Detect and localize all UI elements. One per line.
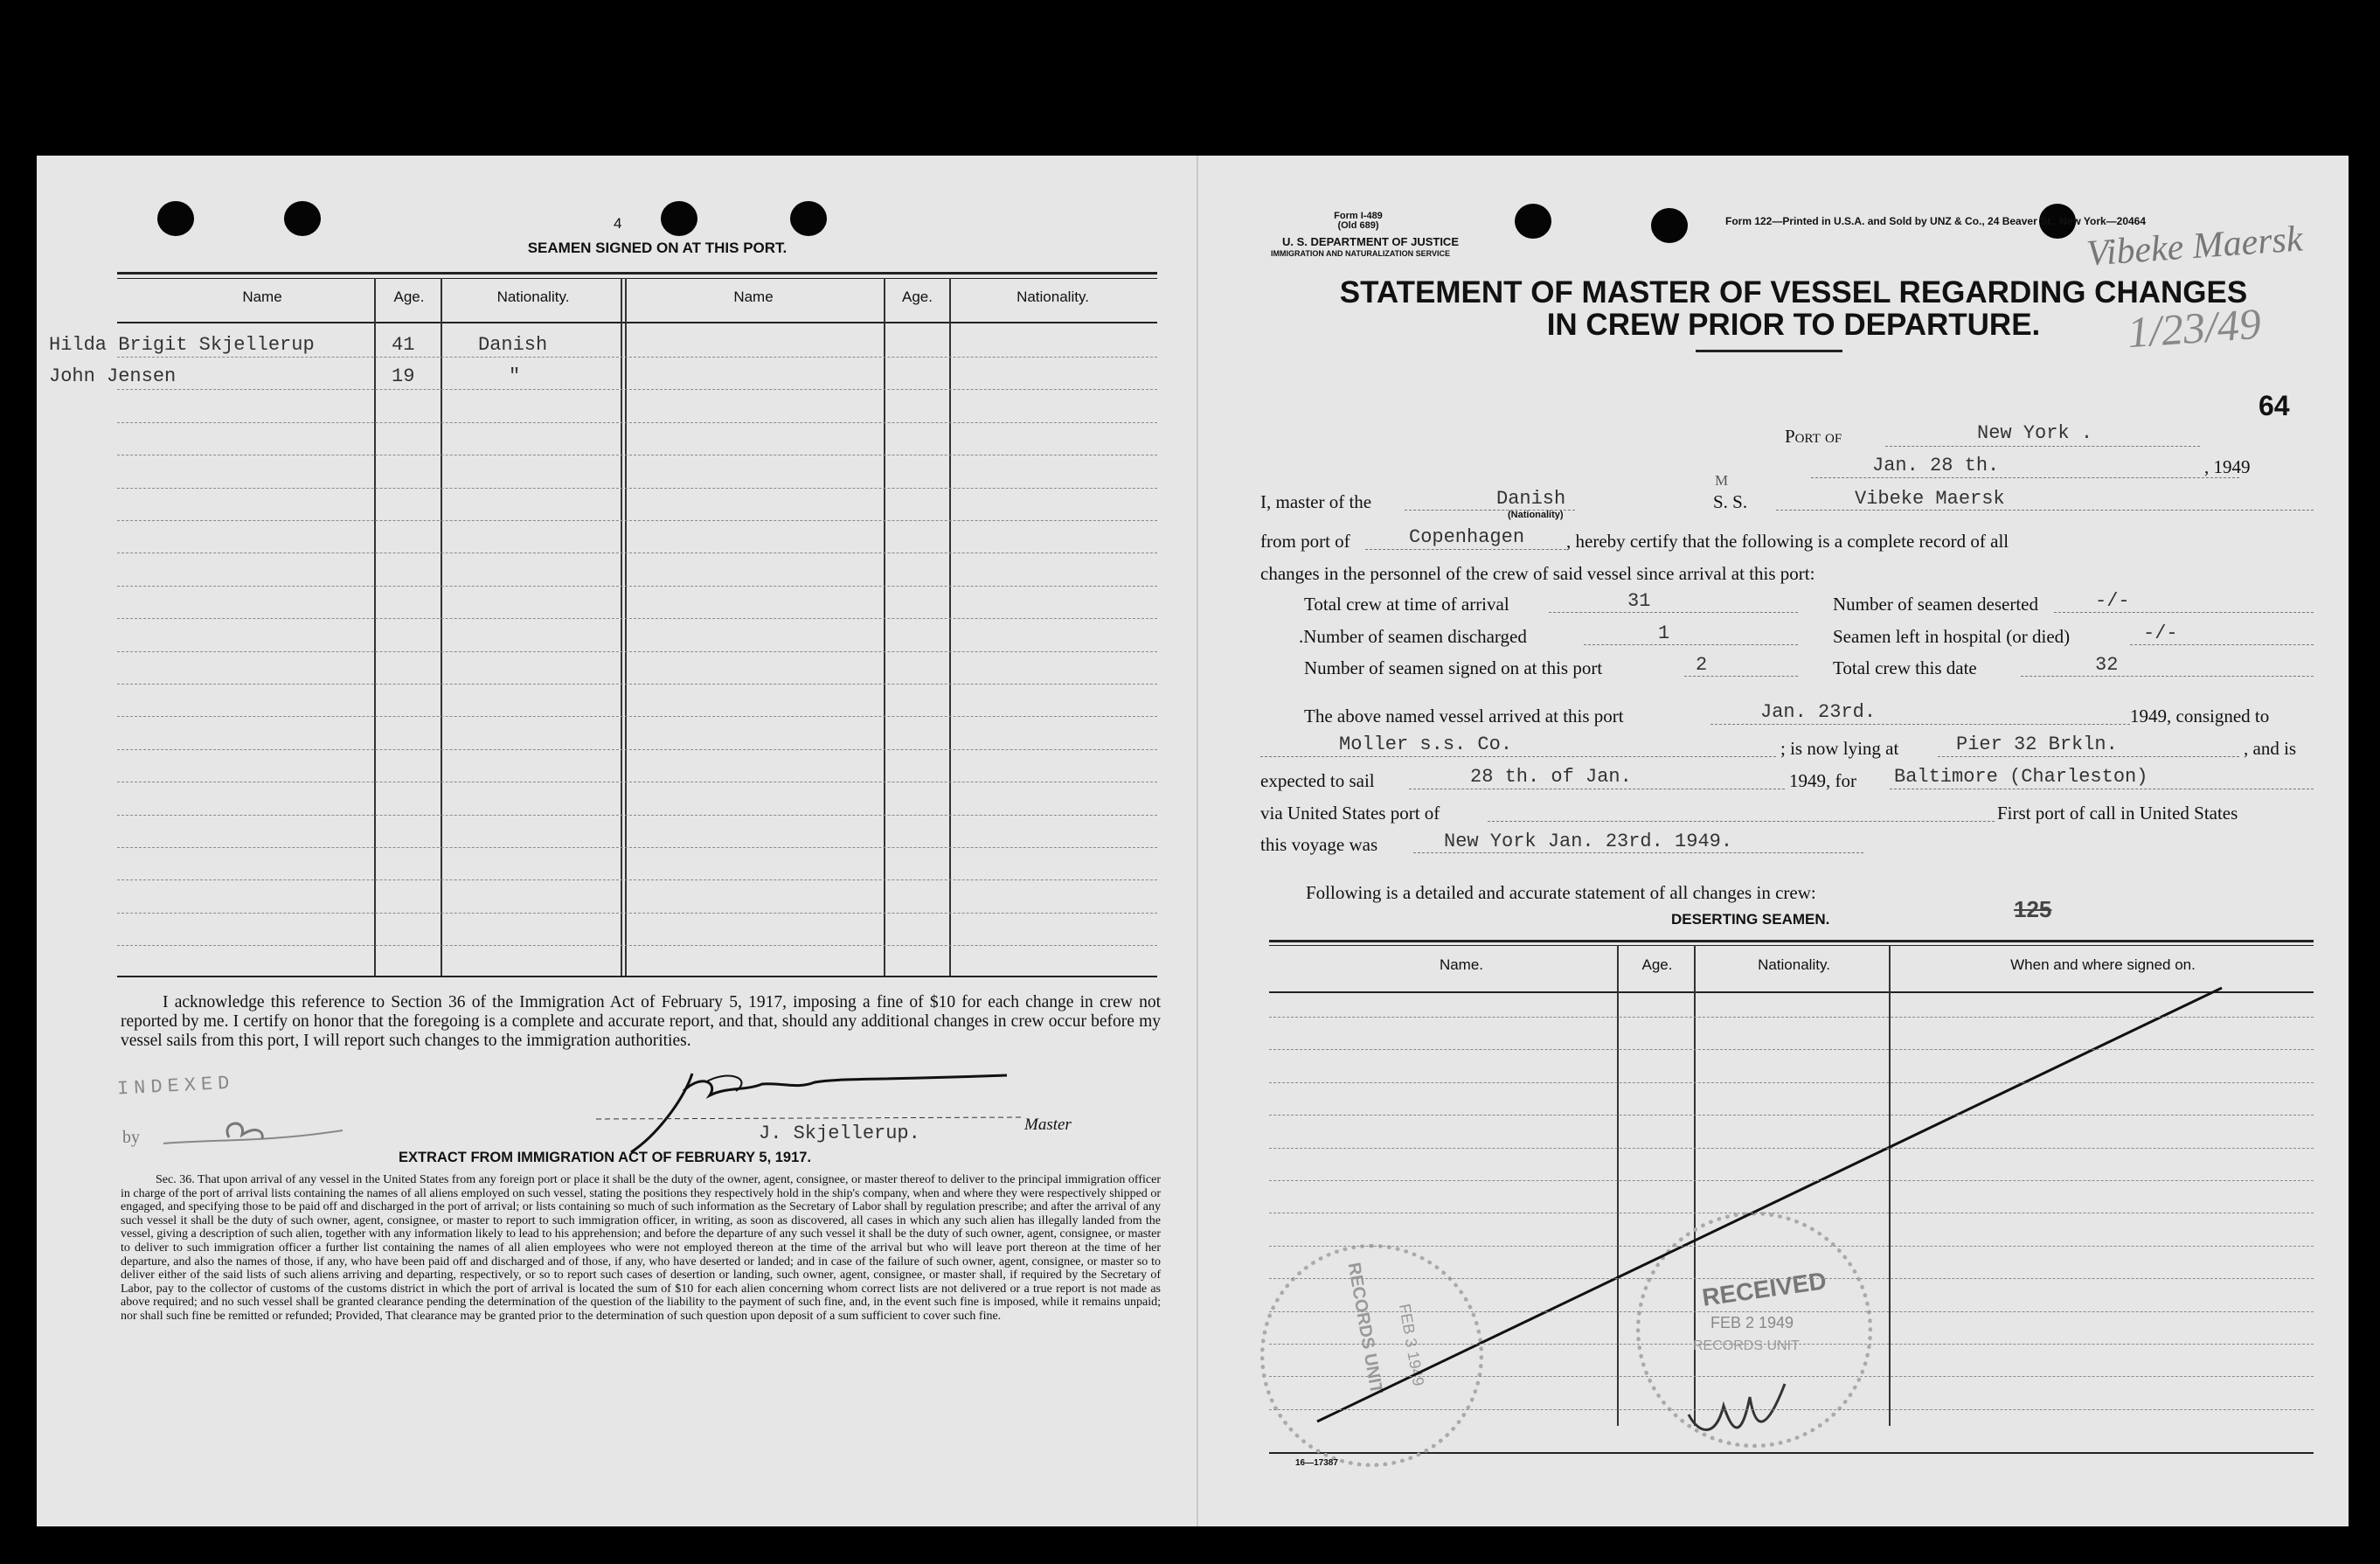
arrived-value: Jan. 23rd. (1760, 701, 1877, 723)
master-signature (552, 1056, 1024, 1161)
table-row-line (117, 913, 1157, 914)
table-row-line (117, 716, 1157, 717)
table-row-line (117, 847, 1157, 848)
punch-hole (157, 201, 194, 236)
table-row-line (1269, 1082, 2314, 1083)
acknowledgment-text: I acknowledge this reference to Section 36 of the Immigration Act of February 5, 1917, imposing a fine of $10 for each change in crew not reported by me. I certify on honor that the foregoing is a complete and accurate report, and that, should any additional changes in crew occur before my vessel sails from this port, I will report such changes to the immigration authorities. (121, 993, 1161, 1050)
department-label: U. S. DEPARTMENT OF JUSTICE (1282, 235, 1459, 248)
port-label: Port of (1785, 426, 1842, 447)
table-cell-age: 19 (392, 365, 415, 387)
consignee-value: Moller s.s. Co. (1339, 733, 1513, 755)
lying-value: Pier 32 Brkln. (1956, 733, 2118, 755)
total-crew-arrival-label: Total crew at time of arrival (1304, 594, 1509, 615)
page-fold (1197, 156, 1198, 1526)
expected-value: 28 th. of Jan. (1470, 766, 1632, 788)
total-crew-date: 32 (2095, 654, 2119, 676)
nationality-value: Danish (1496, 488, 1566, 510)
year-value: , 1949 (2204, 456, 2251, 477)
column-header-nationality: Nationality. (1017, 288, 1089, 305)
handwritten-vessel-name: Vibeke Maersk (2085, 219, 2304, 275)
sheet-number: 64 (2259, 390, 2290, 421)
nationality-caption: (Nationality) (1508, 510, 1564, 520)
master-label: Master (1024, 1116, 1072, 1134)
total-crew-arrival: 31 (1627, 590, 1651, 612)
vessel-prefix: S. S. (1713, 491, 1748, 512)
master-name: J. Skjellerup. (759, 1123, 920, 1144)
voyage-value: New York Jan. 23rd. 1949. (1444, 831, 1733, 852)
punch-hole (790, 201, 827, 236)
discharged-label: .Number of seamen discharged (1299, 626, 1527, 647)
table-row-line (117, 815, 1157, 816)
table-row-line (117, 488, 1157, 489)
table-cell-age: 41 (392, 334, 415, 356)
hospital-value: -/- (2143, 622, 2178, 644)
table-row-line (117, 684, 1157, 685)
and-is-label: , and is (2244, 738, 2297, 759)
seamen-signed-heading: SEAMEN SIGNED ON AT THIS PORT. (527, 240, 788, 256)
discharged-value: 1 (1658, 622, 1670, 644)
lying-label: ; is now lying at (1780, 738, 1899, 759)
indexed-stamp: INDEXED (116, 1072, 235, 1101)
indexed-by-label: by (122, 1128, 140, 1147)
hospital-label: Seamen left in hospital (or died) (1833, 626, 2071, 647)
table-cell-name: Hilda Brigit Skjellerup (49, 334, 315, 356)
arrived-year: 1949, consigned to (2130, 706, 2270, 726)
footer-code: 16—17387 (1295, 1458, 1338, 1468)
received-initials (1680, 1380, 1802, 1458)
form-number-block: Form I-489 (Old 689) (1334, 211, 1383, 231)
section-36-text: Sec. 36. That upon arrival of any vessel in the United States from any foreign port or place it shall be the duty of the owner, agent, consignee, or master thereof to deliver to the principal immigration officer in charge of the port of arrival lists containing the names of all aliens employed on such vessel, stating the positions they respectively hold in the ship's company, when and where they were respectively shipped or engaged, and specifying those to be paid off and discharged in the port of arrival; or lists containing so much of such information as the Secretary of Labor shall by regulation prescribe; and after the arrival of any such vessel it shall be the duty of such owner, agent, consignee, or master to report to such immigration officer, in writing, as soon as discovered, all cases in which any such alien has illegally landed from the vessel, giving a description of such alien, together with any information likely to lead to his apprehension; and before the departure of any such vessel it shall be the duty of such owner, agent, consignee, or master to deliver to such immigration officer a further list containing the names of all alien employees who were not employed thereon at the time of the arrival but who will leave port thereon at the time of her departure, and also the names of those, if any, who have been paid off and discharged and of those, if any, who have deserted or landed; and in case of the failure of such owner, agent, consignee, or master so to deliver either of the said lists of such aliens arriving and departing, respectively, or so to report such cases of desertion or landing, such owner, agent, consignee, or master shall, if required by the Secretary of Labor, pay to the collector of customs of the customs district in which the port of arrival is located the sum of $10 for each alien concerning whom correct lists are not delivered or a true report is not made as above required; and no such vessel shall be granted clearance pending the determination of the question of the liability to the payment of such fine, and, in the event such fine is imposed, while it remains unpaid; nor shall such fine be remitted or refunded; Provided, That clearance may be granted prior to the determination of such question upon deposit of a sum sufficient to cover such fine. (121, 1173, 1161, 1323)
table-row-line (1269, 1311, 2314, 1312)
table-cell-name: John Jensen (49, 365, 177, 387)
table-cell-nationality: Danish (478, 334, 548, 356)
table-row-line (117, 520, 1157, 521)
handwritten-date: 1/23/49 (2126, 298, 2263, 358)
form-title: STATEMENT OF MASTER OF VESSEL REGARDING CHANGES IN CREW PRIOR TO DEPARTURE. (1339, 275, 2248, 342)
table-row-line (117, 651, 1157, 652)
signed-on-label: Number of seamen signed on at this port (1304, 657, 1603, 678)
table-row-line (117, 422, 1157, 423)
column-header-age: Age. (393, 288, 425, 305)
voyage-label: this voyage was (1260, 834, 1378, 855)
table-row-line (117, 749, 1157, 750)
table-row-line (1269, 1017, 2314, 1018)
port-value: New York . (1977, 422, 2093, 444)
table-row-line (117, 357, 1157, 358)
table-row-line (1269, 1376, 2314, 1377)
column-header-name: Name. (1439, 956, 1484, 973)
table-row-line (117, 586, 1157, 587)
column-header-age: Age. (1641, 956, 1673, 973)
via-label: via United States port of (1260, 803, 1440, 824)
column-header-nationality: Nationality. (496, 288, 570, 305)
table-row-line (1269, 1115, 2314, 1116)
page-number: 4 (614, 215, 622, 232)
expected-year: 1949, for (1789, 770, 1856, 791)
total-crew-date-label: Total crew this date (1833, 657, 1977, 678)
deserted-value: -/- (2095, 590, 2130, 612)
records-unit-stamp-left: RECORDS UNIT FEB 3 1949 (1260, 1244, 1483, 1467)
destination-value: Baltimore (Charleston) (1894, 766, 2148, 788)
column-header-name: Name (242, 288, 282, 305)
punch-hole (1515, 204, 1551, 239)
first-port-label: First port of call in United States (1997, 803, 2238, 824)
table-row-line (117, 618, 1157, 619)
certify-text: , hereby certify that the following is a complete record of all (1566, 531, 2009, 552)
table-row-line (1269, 1148, 2314, 1149)
indexed-initials-signature (159, 1104, 360, 1157)
table-row-line (1269, 1049, 2314, 1050)
changes-text: changes in the personnel of the crew of said vessel since arrival at this port: (1260, 563, 1815, 584)
vessel-name: Vibeke Maersk (1855, 488, 2005, 510)
column-header-nationality: Nationality. (1758, 956, 1830, 973)
table-row-line (1269, 1409, 2314, 1410)
punch-hole (661, 201, 697, 236)
table-cell-nationality: " (509, 365, 521, 387)
following-text: Following is a detailed and accurate statement of all changes in crew: (1306, 882, 1816, 903)
column-header-signed-on: When and where signed on. (2010, 956, 2196, 973)
column-header-age: Age. (902, 288, 933, 305)
crossed-out-number: 125 (2014, 896, 2052, 922)
diagonal-cancel-line (1260, 977, 2239, 1432)
vessel-type-mark: M (1715, 472, 1729, 489)
from-port-value: Copenhagen (1409, 526, 1525, 548)
deserting-seamen-heading: DESERTING SEAMEN. (1671, 911, 1830, 928)
printer-note: Form 122—Printed in U.S.A. and Sold by UNZ & Co., 24 Beaver St., New York—20464 (1725, 215, 2147, 227)
signed-on-value: 2 (1696, 654, 1708, 676)
arrived-label: The above named vessel arrived at this port (1304, 706, 1624, 726)
table-row-line (117, 879, 1157, 880)
table-row-line (117, 945, 1157, 946)
punch-hole (1651, 208, 1688, 243)
master-of-label: I, master of the (1260, 491, 1372, 512)
column-header-name: Name (733, 288, 774, 305)
date-value: Jan. 28 th. (1872, 455, 2000, 476)
table-top-rule (117, 272, 1157, 275)
received-stamp: RECEIVED FEB 2 1949 RECORDS UNIT (1636, 1212, 1872, 1448)
table-row-line (1269, 1344, 2314, 1345)
table-row-line (1269, 1180, 2314, 1181)
service-label: IMMIGRATION AND NATURALIZATION SERVICE (1271, 249, 1450, 258)
table-row-line (1269, 1246, 2314, 1247)
table-row-line (117, 389, 1157, 390)
from-port-label: from port of (1260, 531, 1350, 552)
expected-label: expected to sail (1260, 770, 1375, 791)
punch-hole (284, 201, 321, 236)
table-row-line (1269, 1278, 2314, 1279)
extract-title: EXTRACT FROM IMMIGRATION ACT OF FEBRUARY 5, 1917. (398, 1150, 812, 1165)
deserted-label: Number of seamen deserted (1833, 594, 2038, 615)
document-sheet (37, 156, 2349, 1526)
